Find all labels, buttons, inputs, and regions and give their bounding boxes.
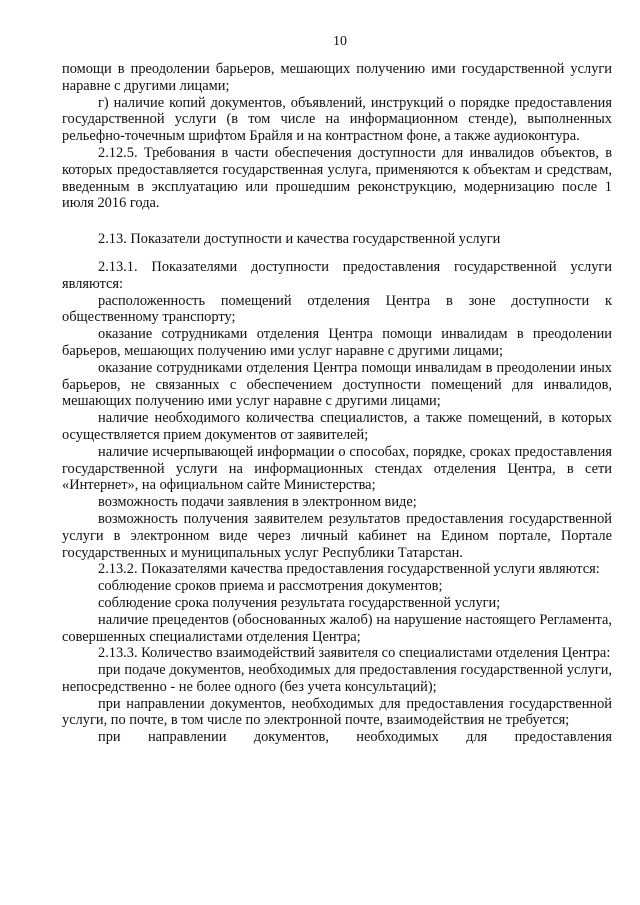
list-item: оказание сотрудниками отделения Центра помощи инвалидам в преодолении иных барьеров, не связанных с обеспечением доступности помещений для инвалидов, мешающих получению ими услуг наравне с другими лицами; xyxy=(62,359,612,410)
paragraph-2-13-2: 2.13.2. Показателями качества предоставления государственной услуги являются: xyxy=(98,561,600,578)
list-item: возможность подачи заявления в электронном виде; xyxy=(98,494,417,511)
document-body xyxy=(62,61,612,746)
list-item: при направлении документов, необходимых для предоставления государственной услуги, по почте, в том числе по электронной почте, взаимодействия не требуется; xyxy=(62,695,612,729)
paragraph-2-13-1: 2.13.1. Показателями доступности предоставления государственной услуги являются: xyxy=(62,258,612,292)
list-item: соблюдение срока получения результата государственной услуги; xyxy=(98,594,501,611)
list-item-truncated: при направлении документов, необходимых для предоставления xyxy=(98,729,612,746)
list-item: при подаче документов, необходимых для предоставления государственной услуги, непосредственно - не более одного (без учета консультаций); xyxy=(62,662,612,695)
list-item: оказание сотрудниками отделения Центра помощи инвалидам в преодолении барьеров, мешающих получению ими услуг наравне с другими лицами; xyxy=(62,326,612,359)
paragraph-2-13-3: 2.13.3. Количество взаимодействий заявителя со специалистами отделения Центра: xyxy=(98,645,611,662)
page-number: 10 xyxy=(333,34,347,49)
list-item: возможность получения заявителем результатов предоставления государственной услуги в электронном виде через личный кабинет на Едином портале, Портале государственных и муниципальных услуг Республики Татарстан. xyxy=(62,510,612,561)
list-item: наличие необходимого количества специалистов, а также помещений, в которых осуществляется прием документов от заявителей; xyxy=(62,410,612,443)
paragraph-continuation: помощи в преодолении барьеров, мешающих получению ими государственной услуги наравне с другими лицами; xyxy=(62,61,612,94)
paragraph-item-g: г) наличие копий документов, объявлений, инструкций о порядке предоставления государственной услуги (в том числе на информационном стенде), выполненных рельефно-точечным шрифтом Брайля и на контрастном фоне, а также аудиоконтура. xyxy=(62,94,612,145)
list-item: наличие исчерпывающей информации о способах, порядке, сроках предоставления государственной услуги на информационных стендах отделения Центра, в сети «Интернет», на официальном сайте Министерства; xyxy=(62,443,612,494)
section-heading-2-13: 2.13. Показатели доступности и качества государственной услуги xyxy=(98,231,501,248)
paragraph-2-12-5: 2.12.5. Требования в части обеспечения доступности для инвалидов объектов, в которых предоставляется государственная услуга, применяются к объектам и средствам, введенным в эксплуатацию или прошедшим реконструкцию, модернизацию после 1 июля 2016 года. xyxy=(62,144,612,212)
list-item: соблюдение сроков приема и рассмотрения документов; xyxy=(98,578,443,595)
list-item: расположенность помещений отделения Центра в зоне доступности к общественному транспорту; xyxy=(62,292,612,326)
list-item: наличие прецедентов (обоснованных жалоб) на нарушение настоящего Регламента, совершенных специалистами отделения Центра; xyxy=(62,611,612,645)
